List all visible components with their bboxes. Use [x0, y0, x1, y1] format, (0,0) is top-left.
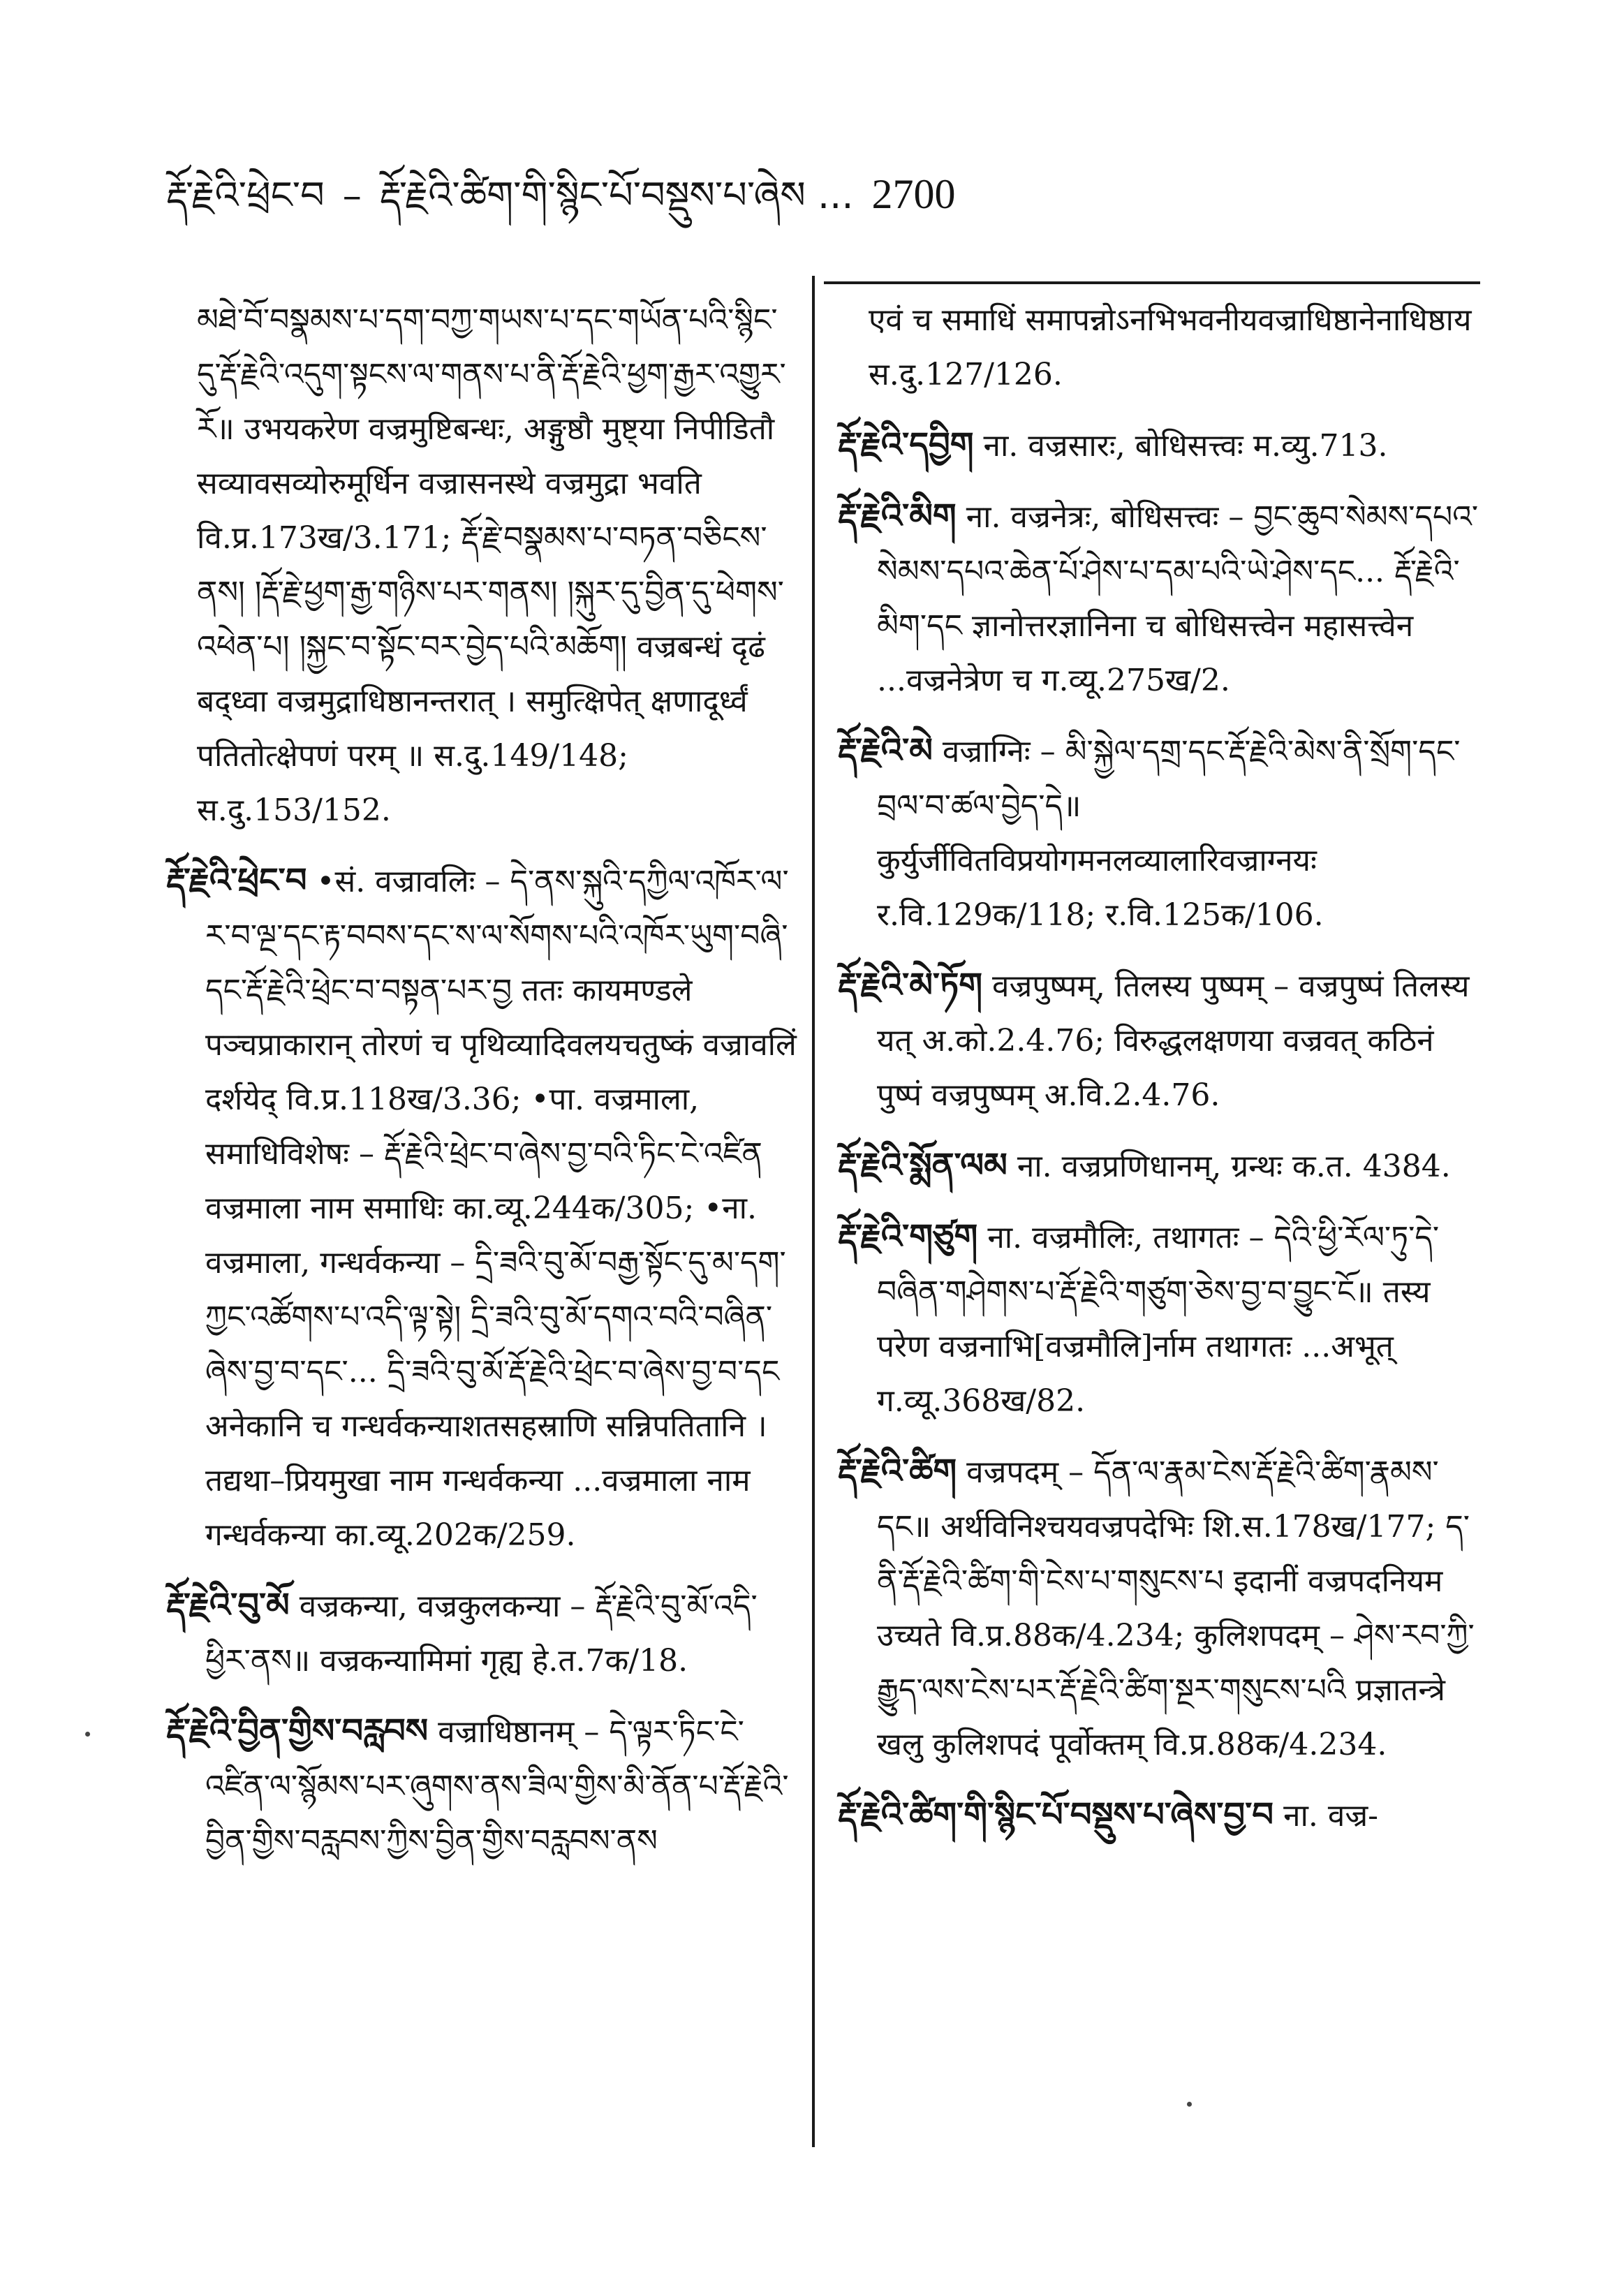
entry-text: वज्राग्निः – མི་སྐྱེལ་དགྲ་དང་རྡོ་རྗེའི་མེས་ནི་སྲོག་དང་བྲལ་བ་ཚལ་བྱེད་དེ॥ कुर्युर्जीवितविप्रयोगमनलव्यालारिवज्राग्नयः र.वि.129क/118; र.वि.125क/106. — [877, 734, 1461, 933]
entry-text: वज्रपदम् – དོན་ལ་རྣམ་ངེས་རྡོ་རྗེའི་ཚིག་རྣམས་དང॥ अर्थविनिश्चयवज्रपदेभिः शि.स.178ख/177; ད་ནི་རྡོ་རྗེའི་ཚིག་གི་ངེས་པ་གསུངས་པ इदानीं वज्रपदनियम उच्यते वि.प्र.88क/4.234; कुलिशपदम् – ཤེས་རབ་ཀྱི་རྒྱུད་ལས་ངེས་པར་རྡོ་རྗེའི་ཚིག་སྔར་གསུངས་པའི प्रज्ञातन्त्रे खलु कुलिशपदं पूर्वोक्तम् वि.प्र.88क/4.234. — [877, 1454, 1475, 1762]
entry-headword: རྡོ་རྗེའི་ཕྲེང་བ — [166, 861, 307, 900]
entry-headword: རྡོ་རྗེའི་ཚིག་གི་སྙིང་པོ་བསྡུས་པ་ཞེས་བྱ་བ — [838, 1795, 1274, 1834]
dictionary-entry — [838, 1788, 1480, 1843]
header-last-headword: རྡོ་རྗེའི་ཚིག་གི་སྙིང་པོ་བསྡུས་པ་ཞེས ... — [379, 173, 854, 217]
scan-speck — [1187, 2102, 1192, 2107]
dictionary-entry — [166, 293, 798, 838]
entry-text: ना. वज्रप्रणिधानम्, ग्रन्थः क.त. 4384. — [1017, 1149, 1451, 1184]
dictionary-entry — [166, 1704, 798, 1869]
dictionary-entry — [838, 418, 1480, 473]
dictionary-entry — [838, 1138, 1480, 1194]
entry-text: वज्रपुष्पम्, तिलस्य पुष्पम् – वज्रपुष्पं तिलस्य यत् अ.को.2.4.76; विरुद्धलक्षणया वज्रवत् कठिनं पुष्पं वज्रपुष्पम् अ.वि.2.4.76. — [877, 968, 1470, 1113]
entry-headword: རྡོ་རྗེའི་བྱིན་གྱིས་བརླབས — [166, 1711, 429, 1751]
entry-headword: རྡོ་རྗེའི་མིག — [838, 496, 957, 536]
top-rule — [824, 281, 1480, 284]
header-separator: – — [342, 173, 362, 217]
page-number: 2700 — [871, 171, 956, 217]
dictionary-entry — [838, 1444, 1480, 1772]
dictionary-entry — [838, 958, 1480, 1123]
entry-text: एवं च समाधिं समापन्नोऽनभिभवनीयवज्राधिष्ठानेनाधिष्ठाय स.दु.127/126. — [869, 302, 1472, 392]
entry-headword: རྡོ་རྗེའི་མེ — [838, 731, 933, 770]
dictionary-entry — [838, 489, 1480, 708]
entry-text: •सं. वज्रावलिः – དེ་ནས་སྐུའི་དཀྱིལ་འཁོར་ལ་ར་བ་ལྔ་དང་རྟ་བབས་དང་ས་ལ་སོགས་པའི་འཁོར་ཡུག་བཞི་དང་རྡོ་རྗེའི་ཕྲེང་བ་བསྟན་པར་བྱ ततः कायमण्डले पञ्चप्राकारान् तोरणं च पृथिव्यादिवलयचतुष्कं वज्रावलिं दर्शयेद् वि.प्र.118ख/3.36; •पा. वज्रमाला, समाधिविशेषः – རྡོ་རྗེའི་ཕྲེང་བ་ཞེས་བྱ་བའི་ཏིང་ངེ་འཛིན वज्रमाला नाम समाधिः का.व्यू.244क/305; •ना. वज्रमाला, गन्धर्वकन्या – དྲི་ཟའི་བུ་མོ་བརྒྱ་སྟོང་དུ་མ་དག་ཀྱང་འཚོགས་པ་འདི་ལྟ་སྟེ། དྲི་ཟའི་བུ་མོ་དགའ་བའི་བཞིན་ཞེས་བྱ་བ་དང་... དྲི་ཟའི་བུ་མོ་རྡོ་རྗེའི་ཕྲེང་བ་ཞེས་བྱ་བ་དང अनेकानि च गन्धर्वकन्याशतसहस्राणि सन्निपतितानि । तद्यथा–प्रियमुखा नाम गन्धर्वकन्या ...वज्रमाला नाम गन्धर्वकन्या का.व्यू.202क/259. — [205, 864, 797, 1553]
scan-speck — [85, 1732, 90, 1737]
dictionary-entry — [838, 723, 1480, 943]
entry-text: वज्राधिष्ठानम् – དེ་ལྟར་ཏིང་ངེ་འཛིན་ལ་སྙོམས་པར་ཞུགས་ནས་ཟིལ་གྱིས་མི་ནོན་པ་རྡོ་རྗེའི་བྱིན་གྱིས་བརླབས་ཀྱིས་བྱིན་གྱིས་བརླབས་ནས — [205, 1714, 789, 1859]
entry-text: ना. वज्रसारः, बोधिसत्त्वः म.व्यु.713. — [983, 428, 1388, 464]
entry-text: वज्रकन्या, वज्रकुलकन्या – རྡོ་རྗེའི་བུ་མོ་འདི་ཕྱིར་ནས॥ वज्रकन्यामिमां गृह्य हे.त.7क/18. — [205, 1589, 758, 1679]
right-column — [838, 293, 1480, 1859]
dictionary-entry — [166, 853, 798, 1563]
entry-text: ना. वज्र- — [1283, 1798, 1379, 1834]
entry-headword: རྡོ་རྗེའི་གཙུག — [838, 1217, 978, 1256]
left-column — [166, 293, 798, 1884]
entry-headword: རྡོ་རྗེའི་ཚིག — [838, 1452, 957, 1491]
entry-text: ना. वज्रनेत्रः, बोधिसत्त्वः – བྱང་ཆུབ་སེམས་དཔའ་སེམས་དཔའ་ཆེན་པོ་ཤེས་པ་དམ་པའི་ཡེ་ཤེས་དང... རྡོ་རྗེའི་མིག་དང ज्ञानोत्तरज्ञानिना च बोधिसत्त्वेन महासत्त्वेन ...वज्रनेत्रेण च ग.व्यू.275ख/2. — [877, 499, 1479, 698]
entry-text: མཐེ་བོ་བསྣམས་པ་དག་བཀྱ་གཡས་པ་དང་གཡོན་པའི་སྙིང་དུ་རྡོ་རྗེའི་འདུག་སྟངས་ལ་གནས་པ་ནི་རྡོ་རྗེའི་ཕྱག་རྒྱར་འགྱུར་རོ॥ उभयकरेण वज्रमुष्टिबन्धः, अङ्गुष्ठौ मुष्ट्या निपीडितौ सव्यावसव्योरुमूर्धिन वज्रासनस्थे वज्रमुद्रा भवति वि.प्र.173ख/3.171; རྡོ་རྗེ་བསྣམས་པ་བཏན་བཅིངས་ནས། །རྡོ་རྗེ་ཕྱག་རྒྱ་གཉིས་པར་གནས། །སྐུར་དུ་བྱིན་དུ་ཕེགས་འཕེན་པ། །སྐྱང་བ་སྟོང་བར་བྱེད་པའི་མཆོག། वज्रबन्धं दृढं बद्ध्वा वज्रमुद्राधिष्ठानन्तरात् । समुत्क्षिपेत् क्षणादूर्ध्वं पतितोत्क्षेपणं परम् ॥ स.दु.149/148; स.दु.153/152. — [197, 302, 786, 828]
entry-text: ना. वज्रमौलिः, तथागतः – དེའི་ཕྱི་རོལ་ཏུ་དེ་བཞིན་གཤེགས་པ་རྡོ་རྗེའི་གཙུག་ཅེས་བྱ་བ་བྱུང་ངོ॥ तस्य परेण वज्रनाभि[वज्रमौलि]र्नाम तथागतः ...अभूत् ग.व्यू.368ख/82. — [877, 1220, 1440, 1419]
entry-headword: རྡོ་རྗེའི་དབྱིག — [838, 425, 974, 464]
entry-headword: རྡོ་རྗེའི་མེ་ཏོག — [838, 966, 983, 1005]
dictionary-entry — [838, 293, 1480, 402]
running-header — [166, 159, 1493, 229]
dictionary-entry — [166, 1578, 798, 1688]
entry-headword: རྡོ་རྗེའི་སྨོན་ལམ — [838, 1146, 1007, 1185]
entry-headword: རྡོ་རྗེའི་བུ་མོ — [166, 1586, 290, 1625]
column-divider — [812, 276, 815, 2147]
header-first-headword: རྡོ་རྗེའི་ཕྲེང་བ — [166, 173, 325, 217]
dictionary-entry — [838, 1209, 1480, 1429]
